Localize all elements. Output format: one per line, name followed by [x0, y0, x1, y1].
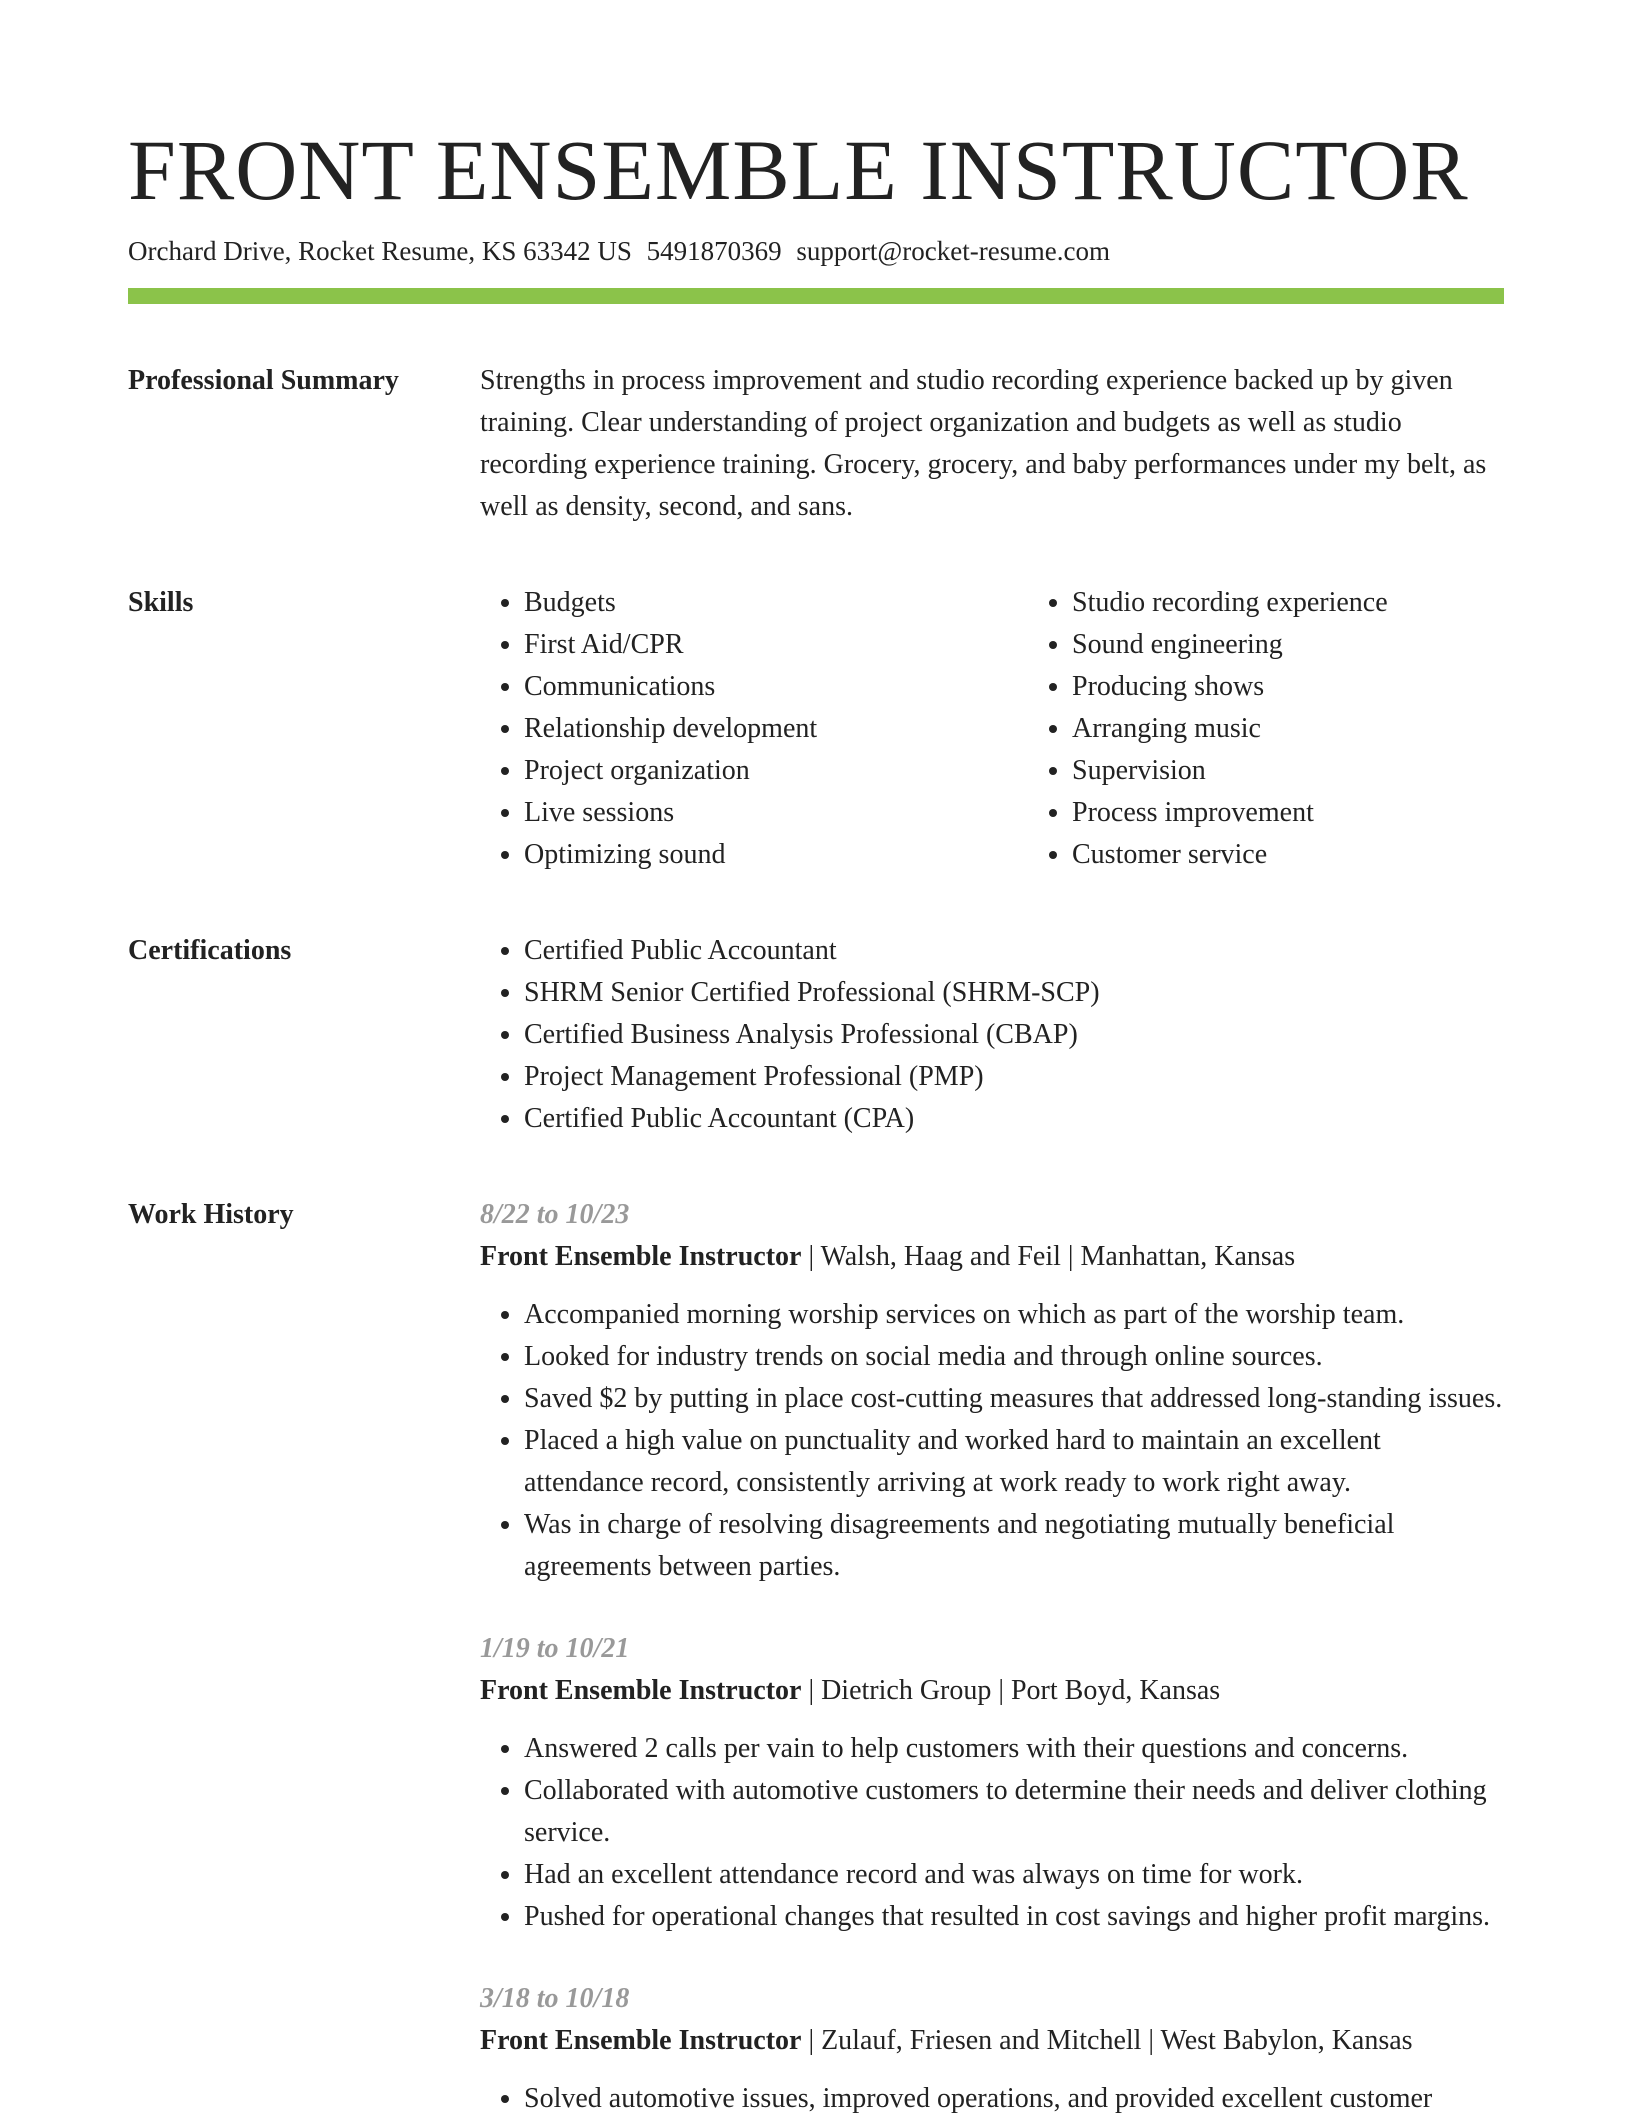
contact-address: Orchard Drive, Rocket Resume, KS 63342 US: [128, 236, 632, 266]
work-history-section: [128, 1194, 1504, 2120]
job-bullet: • Had an excellent attendance record and was always on time for work.: [524, 1854, 1504, 1896]
skill-item: • Communications: [524, 666, 1028, 708]
summary-text: Strengths in process improvement and studio recording experience backed up by given training. Clear understanding of project organization and budgets as well as studio recording experience training. Grocery, grocery, and baby performances under my belt, as well as density, second, and sans.: [480, 365, 1487, 522]
certification-item: • Project Management Professional (PMP): [524, 1056, 1504, 1098]
skills-list-right: [1028, 582, 1388, 876]
skill-item: • Relationship development: [524, 708, 1028, 750]
contact-email: support@rocket-resume.com: [796, 236, 1110, 266]
job-bullet: • Placed a high value on punctuality and worked hard to maintain an excellent attendance record, consistently arriving at work ready to work right away.: [524, 1420, 1504, 1504]
job-entry: [480, 1194, 1504, 1588]
section-title: Work History: [128, 1199, 294, 1230]
skill-item: • Arranging music: [1072, 708, 1388, 750]
skills-section: [128, 582, 1504, 876]
skill-item: • Project organization: [524, 750, 1028, 792]
certifications-section: [128, 930, 1504, 1140]
skill-item: • Producing shows: [1072, 666, 1388, 708]
job-details: | Zulauf, Friesen and Mitchell | West Babylon, Kansas: [801, 2025, 1413, 2056]
skill-item: • Optimizing sound: [524, 834, 1028, 876]
skill-item: • Live sessions: [524, 792, 1028, 834]
job-heading: [480, 1236, 1504, 1278]
section-title: Professional Summary: [128, 365, 399, 396]
job-bullet: • Accompanied morning worship services on which as part of the worship team.: [524, 1294, 1504, 1336]
job-role: Front Ensemble Instructor: [480, 1241, 802, 1272]
job-details: | Dietrich Group | Port Boyd, Kansas: [801, 1675, 1221, 1706]
certification-item: • SHRM Senior Certified Professional (SHRM-SCP): [524, 972, 1504, 1014]
job-dates: 1/19 to 10/21: [480, 1633, 630, 1664]
job-bullet: • Solved automotive issues, improved operations, and provided excellent customer: [524, 2078, 1504, 2120]
skill-item: • Sound engineering: [1072, 624, 1388, 666]
skill-item: • Budgets: [524, 582, 1028, 624]
certification-item: • Certified Business Analysis Professional (CBAP): [524, 1014, 1504, 1056]
job-dates: 3/18 to 10/18: [480, 1983, 630, 2014]
job-role: Front Ensemble Instructor: [480, 2025, 802, 2056]
skill-item: • Studio recording experience: [1072, 582, 1388, 624]
skill-item: • Customer service: [1072, 834, 1388, 876]
job-heading: [480, 1670, 1504, 1712]
skill-item: • Supervision: [1072, 750, 1388, 792]
job-heading: [480, 2020, 1504, 2062]
job-dates: 8/22 to 10/23: [480, 1199, 630, 1230]
job-bullet: • Looked for industry trends on social media and through online sources.: [524, 1336, 1504, 1378]
job-bullet: • Was in charge of resolving disagreements and negotiating mutually beneficial agreements between parties.: [524, 1504, 1504, 1588]
resume-name: FRONT ENSEMBLE INSTRUCTOR: [128, 122, 1469, 218]
certification-item: • Certified Public Accountant: [524, 930, 1504, 972]
section-title: Certifications: [128, 935, 292, 966]
job-bullet: • Answered 2 calls per vain to help customers with their questions and concerns.: [524, 1728, 1504, 1770]
job-entry: [480, 1628, 1504, 1938]
contact-phone: 5491870369: [646, 236, 782, 266]
header-divider: [128, 288, 1504, 304]
certifications-list: [480, 930, 1504, 1140]
job-bullet: • Pushed for operational changes that resulted in cost savings and higher profit margins.: [524, 1896, 1504, 1938]
job-bullets: [480, 1728, 1504, 1938]
certification-item: • Certified Public Accountant (CPA): [524, 1098, 1504, 1140]
job-entry: [480, 1978, 1504, 2120]
job-bullet: • Collaborated with automotive customers to determine their needs and deliver clothing service.: [524, 1770, 1504, 1854]
job-bullet: • Saved $2 by putting in place cost-cutting measures that addressed long-standing issues.: [524, 1378, 1504, 1420]
skill-item: • First Aid/CPR: [524, 624, 1028, 666]
job-details: | Walsh, Haag and Feil | Manhattan, Kansas: [801, 1241, 1296, 1272]
job-bullets: [480, 1294, 1504, 1588]
skills-list-left: [480, 582, 1028, 876]
summary-section: [128, 360, 1504, 528]
section-title: Skills: [128, 587, 194, 618]
skill-item: • Process improvement: [1072, 792, 1388, 834]
job-role: Front Ensemble Instructor: [480, 1675, 802, 1706]
contact-line: [128, 234, 1504, 268]
job-bullets: [480, 2078, 1504, 2120]
resume-page: [128, 120, 1504, 2120]
